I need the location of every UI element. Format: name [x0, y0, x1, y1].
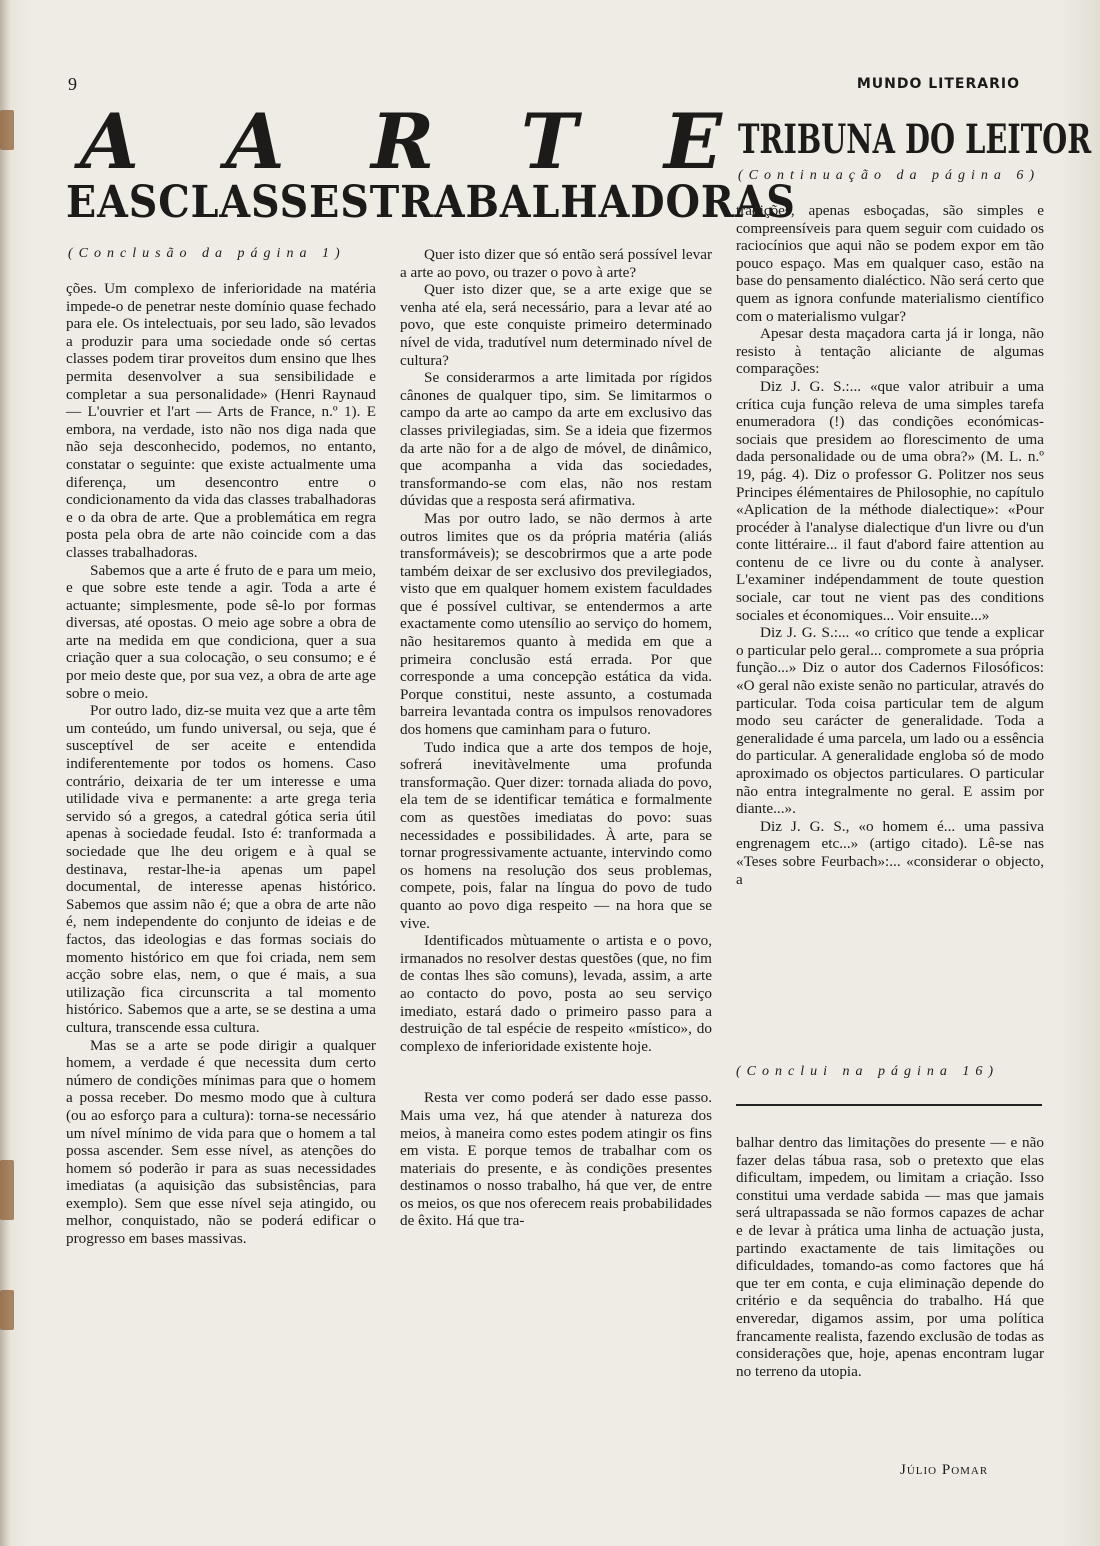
- subtitle-word: E: [66, 176, 98, 228]
- continuation-note: (Conclui na página 16): [736, 1064, 1000, 1079]
- page-number: 9: [68, 74, 77, 94]
- continuation-note: (Conclusão da página 1): [68, 246, 346, 261]
- paragraph: Tudo indica que a arte dos tempos de hoje, sofrerá inevitàvelmente uma profunda transformação. Quer dizer: tornada aliada do povo, ela tem de se identificar temática e formalmente com as questões imediatas do povo: suas necessidades e possibilidades. À arte, para se tornar progressivamente actuante, intervindo como os homens na resolução dos seus problemas, compete, pois, falar na língua do povo de tudo quanto ao povo diga respeito — na hora que se vive.: [400, 738, 712, 932]
- paragraph: Mas se a arte se pode dirigir a qualquer homem, a verdade é que necessita dum certo número de condições mínimas para que o homem a possa receber. Do mesmo modo que à cultura (ou ao esforço para a cultura): torna-se necessário um nível mínimo de vida para que o homem a tal possa ascender. Sem esse nível, as atenções do homem só poderão ir para as suas necessidades imediatas (a aquisição das subsistências, para exemplo). Sem que esse nível seja atingido, ou melhor, conquistado, não se poderá edificar o progresso em bases massivas.: [66, 1036, 376, 1248]
- paper-stain: [0, 1290, 14, 1330]
- subtitle-word: AS: [97, 176, 159, 228]
- paper-stain: [0, 1160, 14, 1220]
- title-letter: A: [225, 96, 285, 186]
- masthead: MUNDO LITERARIO: [856, 76, 1020, 92]
- subtitle-word: TRABALHADORAS: [369, 176, 796, 228]
- tribuna-title: TRIBUNA DO LEITOR: [738, 116, 1092, 163]
- title-letter: A: [80, 96, 139, 186]
- paragraph: Resta ver como poderá ser dado esse passo. Mais uma vez, há que atender à natureza dos meios, à maneira como estes podem atingir os fins em vista. E porque temos de trabalhar com os materiais do presente, e às condições presentes destinamos o nosso trabalho, há que ver, de entre os meios, os que nos oferecem reais probabilidades de êxito. Há que tra-: [400, 1089, 712, 1230]
- middle-column: [400, 246, 712, 1230]
- title-letter: E: [664, 96, 722, 186]
- paragraph: tradições, apenas esboçadas, são simples e compreensíveis para quem seguir com cuidado os raciocínios que aqui não se podem expor em tão pouco espaço. Mas em qualquer caso, estão na base do pensamento dialéctico. Não será certo que quem as ignora confunde materialismo científico com o materialismo vulgar?: [736, 202, 1044, 325]
- paragraph: Mas por outro lado, se não dermos à arte outros limites que os da própria matéria (aliás transformáveis); se descobrirmos que a arte pode também deixar de ser exclusivo dos previlegiados, visto que em qualquer homem existem faculdades que é possível cultivar, se entendermos a arte exactamente como utensílio ao serviço do homem, não hesitaremos quanto à medida em que a primeira conclusão está errada. Por que corresponde a uma concepção estática da vida. Porque constitui, neste assunto, a costumada barreira levantada contra os impulsos renovadores dos homens que caminham para o futuro.: [400, 509, 712, 739]
- author-signature: Júlio Pomar: [900, 1462, 989, 1478]
- article-subtitle: [66, 176, 796, 228]
- subtitle-word: CLASSES: [158, 176, 370, 228]
- paragraph: Diz J. G. S., «o homem é... uma passiva engrenagem etc...» (artigo citado). Lê-se nas «Teses sobre Feurbach»:... «considerar o objecto, a: [736, 817, 1044, 888]
- paragraph: Diz J. G. S.:... «o crítico que tende a explicar o particular pelo geral... compromete a sua própria função...» Diz o autor dos Cadernos Filosóficos: «O geral não existe senão no particular, através do particular. Toda coisa particular tem de algum modo seu carácter de generalidade. Toda a generalidade é uma parcela, um lado ou a essência do particular. A generalidade engloba só de modo aproximado os objectos particulares. O particular não entra integralmente no geral. E assim por diante...».: [736, 624, 1044, 818]
- paper-stain: [0, 110, 14, 150]
- paragraph: Quer isto dizer que só então será possível levar a arte ao povo, ou trazer o povo à arte?: [400, 246, 712, 281]
- paragraph: ções. Um complexo de inferioridade na matéria impede-o de penetrar neste domínio quase fechado para ele. Os intelectuais, por seu lado, são levados a produzir para uma sociedade onde só certas classes podem tirar proveitos dum ensino que lhes permita desenvolver a sua sensibilidade e completar a sua personalidade» (Henri Raynaud — L'ouvrier et l'art — Arts de France, n.º 1). E embora, na verdade, isto não nos diga nada que não seja desconhecido, podemos, no entanto, constatar o seguinte: que existe actualmente uma diferença, um desencontro entre o condicionamento da vida das classes trabalhadoras e o da obra de arte. Que a problemática em regra posta pela obra de arte não coincide com a das classes trabalhadoras.: [66, 280, 376, 561]
- paragraph: Por outro lado, diz-se muita vez que a arte têm um conteúdo, um fundo universal, ou seja, que é susceptível de ser aceite e entendida indiferentemente por todos os homens. Caso contrário, deixaria de ter um interesse e uma utilidade viva e permanente: a arte grega teria servido só a gregos, a catedral gótica seria útil apenas à sociedade feudal. Isto é: tranformada a sociedade que lhe deu origem e à qual se destinava, restar-lhe-ia apenas um papel documental, de interesse apenas histórico. Sabemos que assim não é; que a obra de arte não é, nem independente do conjunto de ideias e de factos, das ideologias e das formas sociais do momento histórico em que foi criada, nem sem acção sobre elas, nem, o que é mais, a sua utilização fica circunscrita a tal momento histórico. Sabemos que a arte, se se destina a uma cultura, transcende essa cultura.: [66, 702, 376, 1036]
- paragraph: Diz J. G. S.:... «que valor atribuir a uma crítica cuja função releva de uma simples tarefa enumeradora (!) das condições económicas-sociais que presidem ao florescimento de uma dada personalidade ou de uma obra?» (M. L. n.º 19, pág. 4). Diz o professor G. Politzer nos seus Principes élémentaires de Philosophie, no capítulo «Aplication de la méthode dialectique»: «Pour procéder à l'analyse dialectique d'un livre ou d'un conte littéraire... il faut d'abord faire attention au contenu de ce livre ou du conte à analyser. L'examiner indépendamment de toute question sociale, car tout ne vient pas des conditions sociales et économiques... Voir ensuite...»: [736, 377, 1044, 624]
- continuation-note: (Continuação da página 6): [738, 168, 1041, 183]
- column-divider: [736, 1104, 1042, 1106]
- paragraph: Se considerarmos a arte limitada por rígidos cânones de qualquer tipo, sim. Se limitarmos o campo da arte ao campo da arte em exclusivo das classes privilegiadas, sim. Se a ideia que fizermos da arte não for a de algo de móvel, de dinâmico, que acompanha a vida das sociedades, transformando-se com elas, não nos restam dúvidas que a resposta será afirmativa.: [400, 369, 712, 510]
- title-letter: R: [371, 96, 435, 186]
- paragraph: Sabemos que a arte é fruto de e para um meio, e que sobre este tende a agir. Toda a arte é actuante; simplesmente, pode sê-lo por formas diversas, até opostas. O meio age sobre a obra de arte na medida em que condiciona, quer a sua criação quer a sua colocação, o seu consumo; e é por meio deste que, por sua vez, a obra de arte age sobre o meio.: [66, 561, 376, 702]
- left-column: [66, 280, 376, 1248]
- title-letter: T: [520, 96, 578, 186]
- right-column: [736, 202, 1044, 888]
- paragraph: balhar dentro das limitações do presente — e não fazer delas tábua rasa, sob o pretexto que elas dificultam, impedem, ou limitam a criação. Isso constitui uma verdade sabida — mas que jamais será ultrapassada se não formos capazes de achar e de levar à prática uma linha de actuação justa, partindo exactamente de tais limitações ou dificuldades, tomando-as como factores que há que ter em conta, e cuja eliminação depende do critério e da sequência do trabalho. Há que enveredar, digamos assim, por uma política francamente realista, fazendo exclusão de todas as considerações que, hoje, apenas encontram lugar no terreno da utopia.: [736, 1134, 1044, 1380]
- paragraph: Apesar desta maçadora carta já ir longa, não resisto à tentação aliciante de algumas comparações:: [736, 325, 1044, 378]
- paragraph: Quer isto dizer que, se a arte exige que se venha até ela, será necessário, para a levar até ao povo, que este conquiste primeiro determinado nível de vida, tradutível num determinado nível de cultura?: [400, 281, 712, 369]
- paragraph: Identificados mùtuamente o artista e o povo, irmanados no resolver destas questões (que, no fim de contas lhes são comuns), levada, assim, a arte ao contacto do povo, posta ao seu serviço imediato, estará dado o primeiro passo para a destruição de tal espécie de respeito «místico», do complexo de inferioridade existente hoje.: [400, 932, 712, 1055]
- right-column-closing: [736, 1134, 1044, 1380]
- article-title: [80, 96, 722, 186]
